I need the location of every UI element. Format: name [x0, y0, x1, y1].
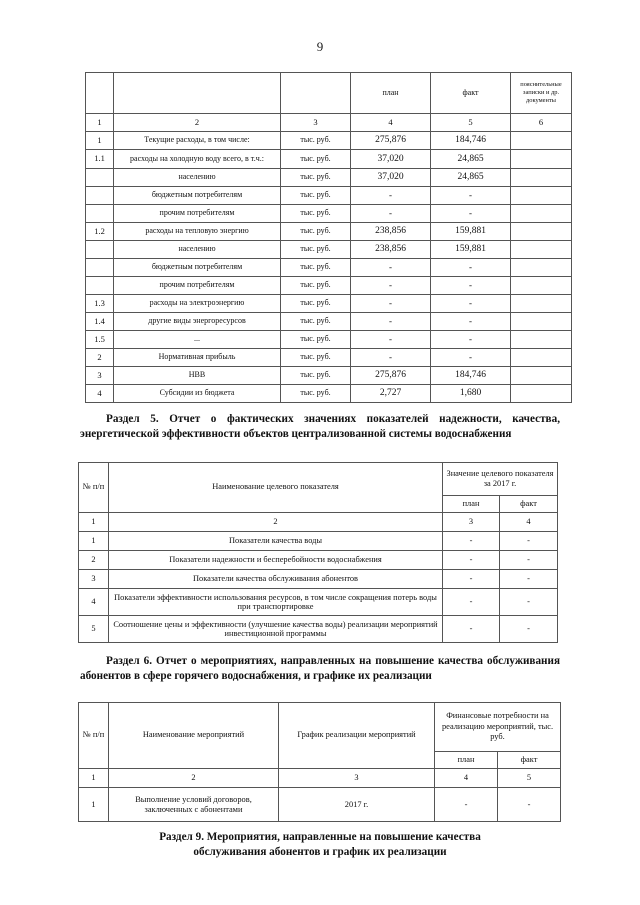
cell-unit: тыс. руб.	[281, 223, 351, 241]
cell-notes	[511, 150, 572, 169]
cell-fakt-value: 1,680	[431, 385, 511, 403]
table-target-indicators	[78, 462, 557, 643]
header-cell-plan: план	[351, 73, 431, 114]
cell-row-number: 1	[79, 532, 109, 551]
header-cell-empty-no	[86, 73, 114, 114]
cell-unit: тыс. руб.	[281, 259, 351, 277]
cell-fakt-value: -	[431, 205, 511, 223]
cell-unit: тыс. руб.	[281, 367, 351, 385]
section-5-heading	[80, 412, 560, 442]
cell-indicator-name: Показатели качества воды	[109, 532, 443, 551]
cell-indicator-name: бюджетным потребителям	[114, 187, 281, 205]
col-number-1: 1	[79, 769, 109, 788]
section-9-line-2: обслуживания абонентов и график их реализации	[193, 846, 447, 859]
table-row	[86, 132, 572, 150]
col-number-4: 4	[351, 114, 431, 132]
table-three-header	[79, 703, 561, 788]
col-number-5: 5	[431, 114, 511, 132]
section-5-text: Раздел 5. Отчет о фактических значениях показателей надежности, качества, энергетической эффективности объектов централизованной системы водоснабжения	[80, 413, 560, 440]
table-row	[86, 331, 572, 349]
table-one-header-row	[86, 73, 572, 114]
cell-plan-value: -	[351, 259, 431, 277]
cell-plan-value: 37,020	[351, 150, 431, 169]
section-9-line-1: Раздел 9. Мероприятия, направленные на повышение качества	[159, 831, 481, 843]
cell-row-number: 4	[86, 385, 114, 403]
cell-row-number: 1.4	[86, 313, 114, 331]
cell-fakt-value: -	[500, 532, 558, 551]
cell-indicator-name: Показатели качества обслуживания абонентов	[109, 570, 443, 589]
table-row	[86, 150, 572, 169]
cell-indicator-name: расходы на электроэнергию	[114, 295, 281, 313]
cell-indicator-name: Показатели надежности и бесперебойности водоснабжения	[109, 551, 443, 570]
cell-unit: тыс. руб.	[281, 150, 351, 169]
cell-plan-value: -	[351, 313, 431, 331]
cell-plan-value: -	[351, 187, 431, 205]
header-cell-empty-unit	[281, 73, 351, 114]
cell-notes	[511, 313, 572, 331]
col-number-2: 2	[114, 114, 281, 132]
table-financial-indicators	[85, 72, 562, 403]
cell-plan-value: 275,876	[351, 367, 431, 385]
table-measures	[78, 702, 560, 822]
table-one-header	[86, 73, 572, 132]
cell-notes	[511, 295, 572, 313]
cell-plan-value: -	[443, 551, 500, 570]
table-row	[86, 223, 572, 241]
cell-notes	[511, 132, 572, 150]
table-row	[86, 295, 572, 313]
header-cell-fakt: факт	[500, 496, 558, 513]
cell-notes	[511, 241, 572, 259]
table-row	[86, 277, 572, 295]
cell-notes	[511, 349, 572, 367]
cell-plan-value: -	[351, 205, 431, 223]
cell-row-number: 5	[79, 616, 109, 643]
cell-row-number	[86, 187, 114, 205]
table-two-header	[79, 463, 558, 532]
cell-notes	[511, 331, 572, 349]
cell-unit: тыс. руб.	[281, 331, 351, 349]
cell-indicator-name: Соотношение цены и эффективности (улучшение качества воды) реализации мероприятий инвестиционной программы	[109, 616, 443, 643]
cell-plan-value: -	[443, 589, 500, 616]
col-number-1: 1	[86, 114, 114, 132]
col-number-4: 4	[500, 513, 558, 532]
cell-fakt-value: -	[431, 277, 511, 295]
cell-indicator-name: Текущие расходы, в том числе:	[114, 132, 281, 150]
cell-unit: тыс. руб.	[281, 349, 351, 367]
cell-unit: тыс. руб.	[281, 241, 351, 259]
header-cell-schedule: График реализации мероприятий	[279, 703, 435, 769]
cell-notes	[511, 367, 572, 385]
cell-indicator-name: населению	[114, 169, 281, 187]
cell-fakt-value: -	[431, 349, 511, 367]
cell-unit: тыс. руб.	[281, 313, 351, 331]
section-9-heading	[80, 830, 560, 861]
table-row	[79, 551, 558, 570]
cell-indicator-name: Субсидии из бюджета	[114, 385, 281, 403]
cell-plan-value: 238,856	[351, 241, 431, 259]
cell-notes	[511, 187, 572, 205]
table-row	[79, 616, 558, 643]
cell-row-number: 4	[79, 589, 109, 616]
cell-plan-value: -	[443, 616, 500, 643]
col-number-5: 5	[498, 769, 561, 788]
cell-schedule: 2017 г.	[279, 788, 435, 822]
cell-measure-name: Выполнение условий договоров, заключенных с абонентами	[109, 788, 279, 822]
table-three-column-numbers-row	[79, 769, 561, 788]
col-number-2: 2	[109, 513, 443, 532]
cell-plan-value: -	[351, 331, 431, 349]
cell-row-number: 3	[79, 570, 109, 589]
table-row	[79, 532, 558, 551]
cell-indicator-name: расходы на холодную воду всего, в т.ч.:	[114, 150, 281, 169]
cell-row-number: 3	[86, 367, 114, 385]
col-number-3: 3	[281, 114, 351, 132]
cell-plan-value: 275,876	[351, 132, 431, 150]
header-cell-indicator-name: Наименование целевого показателя	[109, 463, 443, 513]
cell-indicator-name: ...	[114, 331, 281, 349]
cell-indicator-name: прочим потребителям	[114, 277, 281, 295]
cell-unit: тыс. руб.	[281, 187, 351, 205]
col-number-1: 1	[79, 513, 109, 532]
header-cell-value-group: Значение целевого показателя за 2017 г.	[443, 463, 558, 496]
table-row	[86, 205, 572, 223]
cell-plan-value: 238,856	[351, 223, 431, 241]
cell-fakt-value: 184,746	[431, 367, 511, 385]
cell-row-number	[86, 277, 114, 295]
table-three-header-row-1	[79, 703, 561, 752]
section-6-text: Раздел 6. Отчет о мероприятиях, направленных на повышение качества обслуживания абонентов в сфере горячего водоснабжения, и графике их реализации	[80, 655, 560, 682]
cell-row-number	[86, 169, 114, 187]
cell-row-number	[86, 259, 114, 277]
table-one-body	[86, 132, 572, 403]
table-row	[86, 385, 572, 403]
table-one-column-numbers-row	[86, 114, 572, 132]
cell-fakt-value: -	[498, 788, 561, 822]
cell-fakt-value: -	[500, 570, 558, 589]
page-number: 9	[316, 39, 324, 54]
cell-row-number: 1.3	[86, 295, 114, 313]
table-two-column-numbers-row	[79, 513, 558, 532]
cell-row-number: 1.2	[86, 223, 114, 241]
header-cell-notes: пояснительные записки и др. документы	[511, 73, 572, 114]
cell-fakt-value: -	[500, 616, 558, 643]
table-row	[79, 788, 561, 822]
header-cell-no: № п/п	[79, 703, 109, 769]
cell-indicator-name: прочим потребителям	[114, 205, 281, 223]
cell-fakt-value: -	[431, 295, 511, 313]
cell-plan-value: 2,727	[351, 385, 431, 403]
col-number-4: 4	[435, 769, 498, 788]
cell-indicator-name: другие виды энергоресурсов	[114, 313, 281, 331]
section-6-heading	[80, 654, 560, 684]
cell-row-number: 1	[86, 132, 114, 150]
cell-fakt-value: 159,881	[431, 241, 511, 259]
table-row	[86, 313, 572, 331]
cell-plan-value: -	[351, 349, 431, 367]
cell-row-number: 1.5	[86, 331, 114, 349]
table-two-header-row-1	[79, 463, 558, 496]
table-two-body	[79, 532, 558, 643]
cell-plan-value: 37,020	[351, 169, 431, 187]
table-row	[86, 259, 572, 277]
cell-indicator-name: НВВ	[114, 367, 281, 385]
cell-indicator-name: Показатели эффективности использования ресурсов, в том числе сокращения потерь воды при транспортировке	[109, 589, 443, 616]
cell-fakt-value: 24,865	[431, 169, 511, 187]
table-row	[86, 187, 572, 205]
table-row	[79, 589, 558, 616]
cell-notes	[511, 385, 572, 403]
table-row	[86, 241, 572, 259]
cell-plan-value: -	[435, 788, 498, 822]
col-number-3: 3	[443, 513, 500, 532]
cell-plan-value: -	[443, 532, 500, 551]
cell-notes	[511, 259, 572, 277]
cell-unit: тыс. руб.	[281, 132, 351, 150]
cell-fakt-value: -	[431, 313, 511, 331]
cell-plan-value: -	[443, 570, 500, 589]
cell-fakt-value: 184,746	[431, 132, 511, 150]
cell-notes	[511, 205, 572, 223]
cell-indicator-name: расходы на тепловую энергию	[114, 223, 281, 241]
col-number-2: 2	[109, 769, 279, 788]
cell-fakt-value: -	[431, 187, 511, 205]
cell-notes	[511, 223, 572, 241]
cell-row-number: 2	[79, 551, 109, 570]
cell-notes	[511, 169, 572, 187]
header-cell-empty-name	[114, 73, 281, 114]
header-cell-no: № п/п	[79, 463, 109, 513]
table-row	[86, 349, 572, 367]
cell-row-number: 1	[79, 788, 109, 822]
cell-indicator-name: населению	[114, 241, 281, 259]
cell-row-number: 1.1	[86, 150, 114, 169]
cell-unit: тыс. руб.	[281, 295, 351, 313]
cell-unit: тыс. руб.	[281, 205, 351, 223]
table-three-body	[79, 788, 561, 822]
header-cell-fakt: факт	[431, 73, 511, 114]
cell-fakt-value: -	[500, 589, 558, 616]
col-number-3: 3	[279, 769, 435, 788]
cell-fakt-value: 159,881	[431, 223, 511, 241]
cell-row-number	[86, 241, 114, 259]
header-cell-plan: план	[443, 496, 500, 513]
cell-plan-value: -	[351, 277, 431, 295]
table-row	[86, 169, 572, 187]
cell-fakt-value: -	[500, 551, 558, 570]
cell-indicator-name: бюджетным потребителям	[114, 259, 281, 277]
header-cell-finance-group: Финансовые потребности на реализацию мероприятий, тыс. руб.	[435, 703, 561, 752]
cell-unit: тыс. руб.	[281, 277, 351, 295]
col-number-6: 6	[511, 114, 572, 132]
cell-plan-value: -	[351, 295, 431, 313]
table-row	[79, 570, 558, 589]
cell-fakt-value: 24,865	[431, 150, 511, 169]
cell-notes	[511, 277, 572, 295]
cell-fakt-value: -	[431, 331, 511, 349]
header-cell-plan: план	[435, 752, 498, 769]
cell-row-number	[86, 205, 114, 223]
table-row	[86, 367, 572, 385]
cell-row-number: 2	[86, 349, 114, 367]
cell-fakt-value: -	[431, 259, 511, 277]
header-cell-measure-name: Наименование мероприятий	[109, 703, 279, 769]
cell-indicator-name: Нормативная прибыль	[114, 349, 281, 367]
cell-unit: тыс. руб.	[281, 385, 351, 403]
cell-unit: тыс. руб.	[281, 169, 351, 187]
header-cell-fakt: факт	[498, 752, 561, 769]
